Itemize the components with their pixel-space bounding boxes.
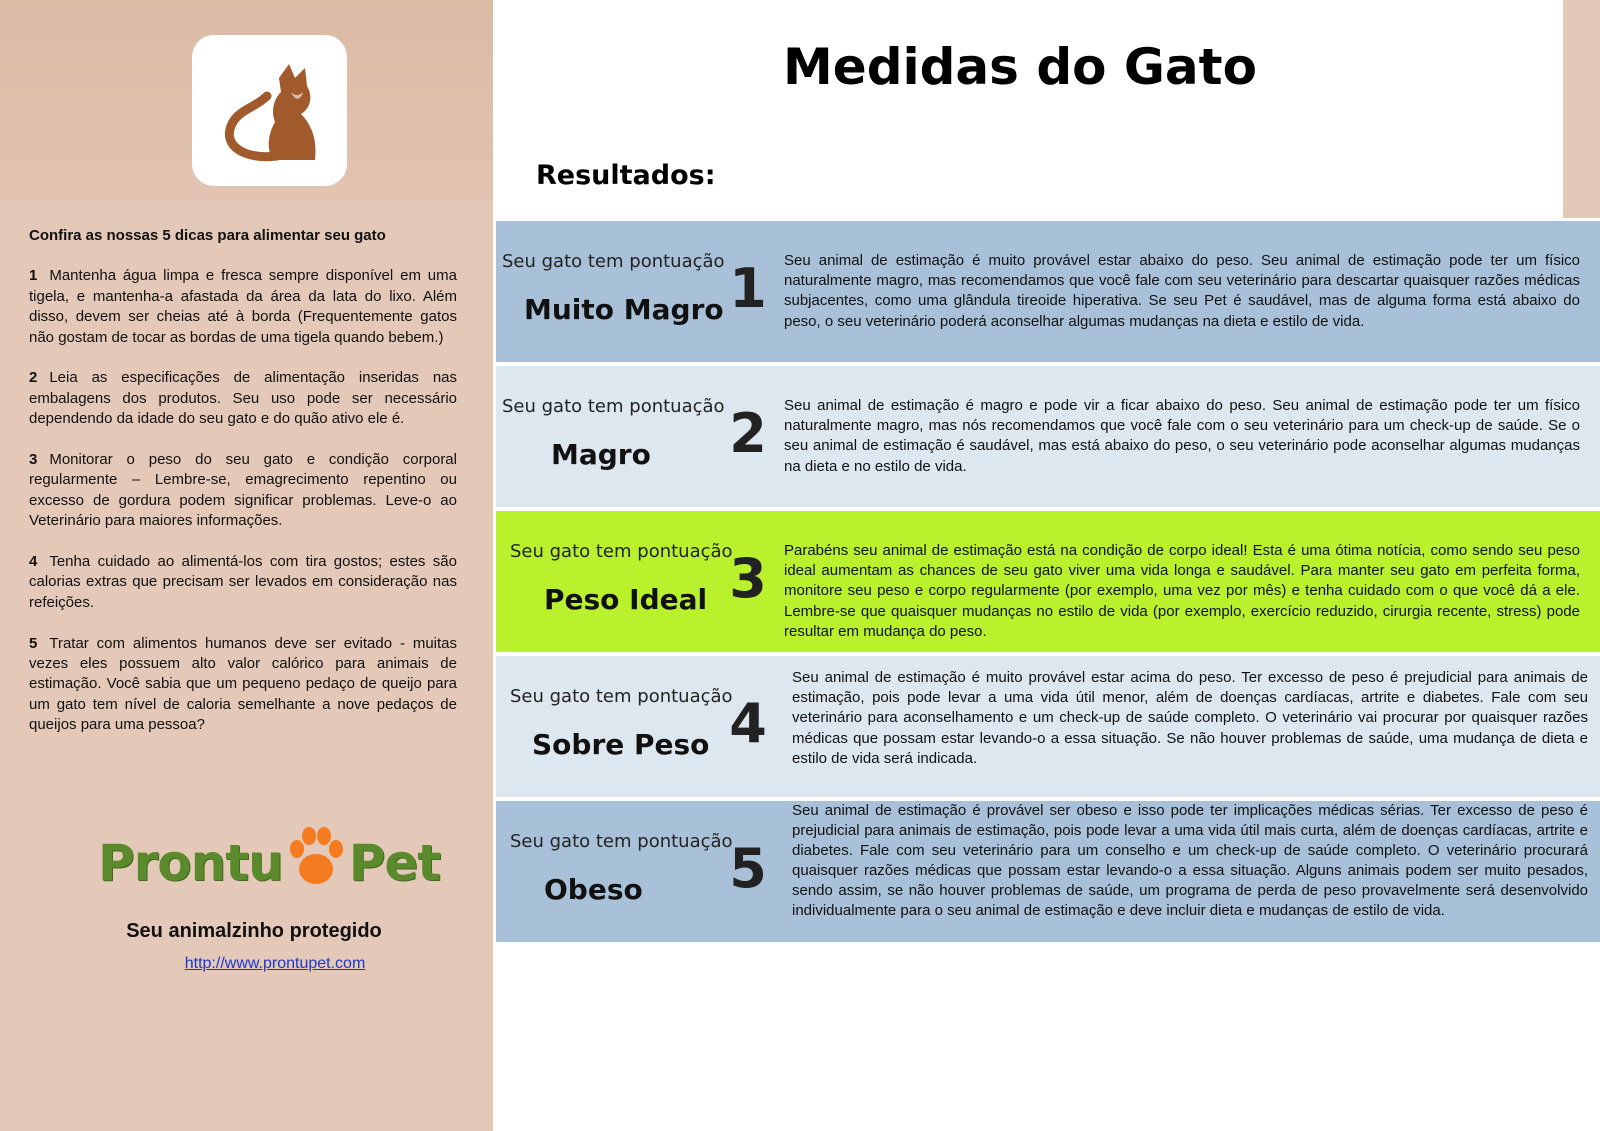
score-category: Muito Magro xyxy=(524,293,724,326)
score-number: 5 xyxy=(729,837,767,900)
score-category: Sobre Peso xyxy=(532,728,710,761)
website-link[interactable]: http://www.prontupet.com xyxy=(184,955,366,972)
score-intro: Seu gato tem pontuação xyxy=(510,686,733,707)
score-number: 2 xyxy=(729,402,767,465)
logo-text-part1: Prontu xyxy=(98,834,283,892)
tip-text: Mantenha água limpa e fresca sempre disponível em uma tigela, e mantenha-a afastada da área da lata do lixo. Além disso, devem ser cheias até à borda (Frequentemente gatos não gostam de tocar as bordas de uma tigela quando bebem.) xyxy=(29,267,457,346)
tip-number: 4 xyxy=(29,553,38,571)
tip-text: Tratar com alimentos humanos deve ser evitado - muitas vezes eles possuem alto valor calórico para animais de estimação. Você sabia que um pequeno pedaço de queijo para um gato tem nível de caloria semelhante a nove pedaços de queijos para uma pessoa? xyxy=(29,634,457,734)
score-category: Magro xyxy=(551,438,651,471)
result-row xyxy=(496,221,1600,362)
result-row xyxy=(496,656,1600,797)
result-row xyxy=(496,511,1600,652)
tip-number: 2 xyxy=(29,369,38,387)
score-description: Seu animal de estimação é muito provável estar acima do peso. Ter excesso de peso é prejudicial para animais de estimação, pois pode levar a uma vida útil menor, além de doenças cardíacas, artrite e diabetes. Fale com seu veterinário para aconselhamento e um check-up de saúde completo. O veterinário vai procurar por quaisquer razões médicas que possam estar levando-o a essa situação. Se não houver problemas de saúde, uma mudança de dieta e estilo de vida será indicada. xyxy=(792,669,1588,767)
score-category: Obeso xyxy=(544,873,643,906)
tip-item xyxy=(29,634,457,736)
prontupet-logo xyxy=(98,828,441,898)
tip-item xyxy=(29,552,457,613)
tip-number: 1 xyxy=(29,267,38,285)
score-description: Seu animal de estimação é muito provável estar abaixo do peso. Seu animal de estimação pode ter um físico naturalmente magro, mas recomendamos que você fale com seu veterinário para descartar quaisquer razões médicas subjacentes, como uma glândula tireoide hiperativa. Se seu Pet é saudável, mas de alguma forma está abaixo do peso, o seu veterinário poderá aconselhar algumas mudanças na dieta e estilo de vida. xyxy=(784,252,1580,330)
tip-item xyxy=(29,450,457,532)
cat-icon xyxy=(215,56,325,166)
score-description: Parabéns seu animal de estimação está na condição de corpo ideal! Esta é uma ótima notícia, como sendo seu peso ideal aumentam as chances de seu gato viver uma vida longa e saudável. Para manter seu gato em perfeita forma, monitore seu peso e corpo regularmente (por exemplo, uma vez por mês) e tenha cuidado com o que você dá a ele. Lembre-se que quaisquer mudanças no estilo de vida (por exemplo, exercício reduzido, cirurgia recente, stress) pode resultar em mudança do peso. xyxy=(784,542,1580,640)
score-intro: Seu gato tem pontuação xyxy=(502,396,725,417)
score-number: 1 xyxy=(729,257,767,320)
score-intro: Seu gato tem pontuação xyxy=(502,251,725,272)
tip-text: Monitorar o peso do seu gato e condição corporal regularmente – Lembre-se, emagrecimento repentino ou excesso de gordura podem significar problemas. Leve-o ao Veterinário para maiores informações. xyxy=(29,451,457,530)
tip-item xyxy=(29,266,457,348)
tagline: Seu animalzinho protegido xyxy=(126,920,382,942)
logo-text-part2: Pet xyxy=(348,834,441,892)
score-description: Seu animal de estimação é magro e pode vir a ficar abaixo do peso. Seu animal de estimação pode ter um físico naturalmente magro, mas nós recomendamos que você fale com o seu veterinário para um check-up de saúde. Se o seu animal de estimação é saudável, mas está abaixo do peso, o seu veterinário pode aconselhar algumas mudanças na dieta e no estilo de vida. xyxy=(784,397,1580,475)
tip-number: 3 xyxy=(29,451,38,469)
feeding-tips xyxy=(29,226,457,756)
results-heading: Resultados: xyxy=(536,160,716,191)
score-description: Seu animal de estimação é provável ser obeso e isso pode ter implicações médicas sérias. Ter excesso de peso é prejudicial para animais de estimação, pois pode levar a uma vida útil mais curta, além de doenças cardíacas, artrite e diabetes. Fale com seu veterinário para um conselho e um check-up de saúde completo. O veterinário procurará quaisquer razões médicas que possam estar levando-o a essa situação. Alguns animais podem ser muito pesados, sendo assim, se não houver problemas de saúde, um programa de perda de peso provavelmente será desenvolvido individualmente para o seu animal de estimação e deve incluir dieta e mudanças de estilo de vida. xyxy=(792,802,1588,919)
score-intro: Seu gato tem pontuação xyxy=(510,541,733,562)
score-category: Peso Ideal xyxy=(544,583,708,616)
tip-text: Leia as especificações de alimentação inseridas nas embalagens dos produtos. Seu uso pode ser necessário dependendo da idade do seu gato e do quão ativo ele é. xyxy=(29,369,457,428)
page-title: Medidas do Gato xyxy=(783,38,1257,96)
score-intro: Seu gato tem pontuação xyxy=(510,831,733,852)
tip-text: Tenha cuidado ao alimentá-los com tira gostos; estes são calorias extras que precisam ser levados em consideração nas refeições. xyxy=(29,553,457,611)
tip-number: 5 xyxy=(29,634,38,652)
tips-title: Confira as nossas 5 dicas para alimentar seu gato xyxy=(29,227,386,244)
result-row xyxy=(496,366,1600,507)
results-table xyxy=(496,221,1600,946)
tip-item xyxy=(29,368,457,429)
app-icon xyxy=(192,35,347,186)
paw-icon xyxy=(287,825,345,901)
score-number: 3 xyxy=(729,547,767,610)
score-number: 4 xyxy=(729,692,767,755)
result-row xyxy=(496,801,1600,942)
right-edge-strip xyxy=(1563,0,1600,218)
